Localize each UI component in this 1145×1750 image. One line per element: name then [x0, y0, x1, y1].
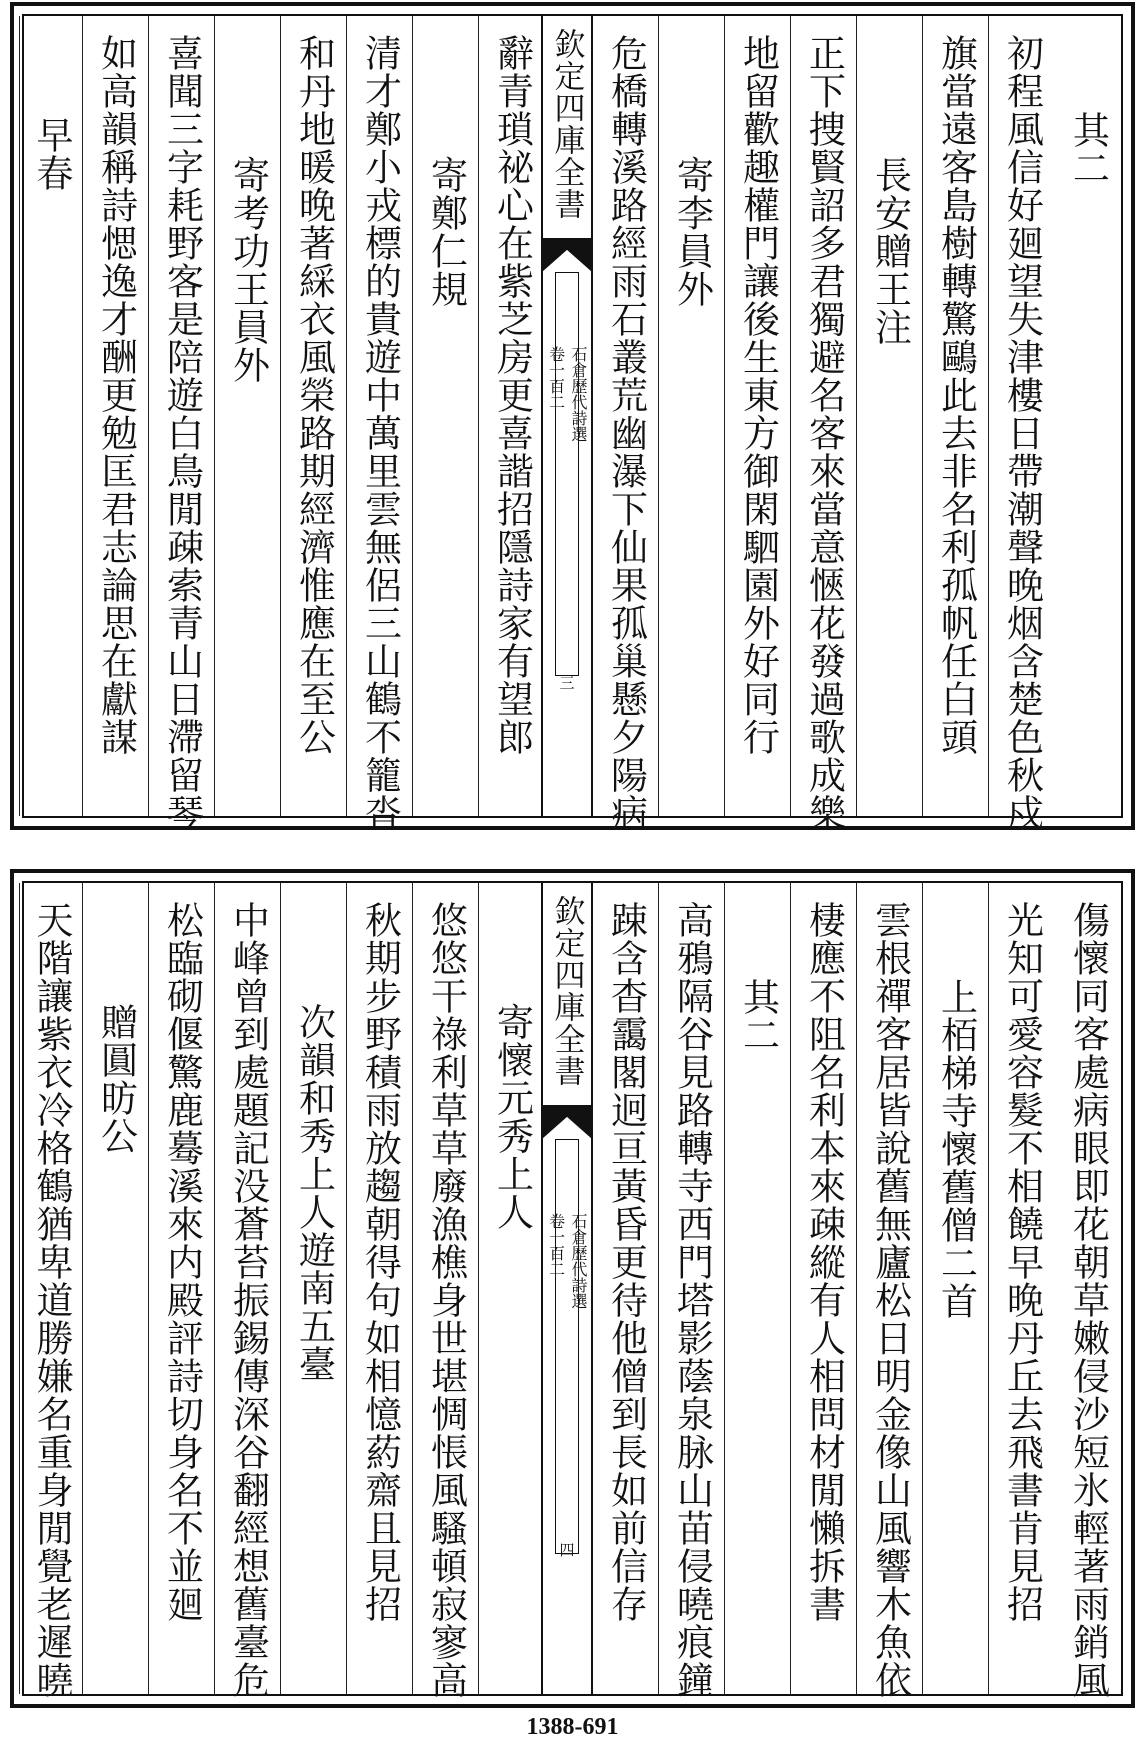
- column: [19, 16, 83, 816]
- poem-title: 次韻和秀上人遊南五臺: [292, 1003, 336, 1383]
- column: [592, 16, 659, 832]
- column: [592, 883, 659, 1694]
- poem-line: 喜聞三字耗野客是陪遊白鳥閒疎索青山日滯留琴: [160, 34, 204, 832]
- column: [214, 16, 281, 816]
- column: [19, 883, 83, 1699]
- column: [1055, 883, 1121, 1699]
- poem-line: 天階讓紫衣冷格鶴猶卑道勝嫌名重身閒覺老遲曉: [30, 901, 73, 1699]
- column: [658, 883, 725, 1699]
- column: [724, 883, 791, 1694]
- column: [280, 883, 347, 1694]
- poem-line: 棲應不阻名利本來疎縱有人相問材閒懶拆書: [802, 901, 846, 1623]
- poem-title: 其二: [1066, 111, 1110, 187]
- poem-line: 初程風信好廻望失津樓日帶潮聲晚烟含楚色秋戍: [1000, 34, 1044, 832]
- center-spine: [541, 883, 593, 1694]
- poem-line: 傷懷同客處病眼即花朝草嫩侵沙短氷輕著雨銷風: [1066, 901, 1110, 1699]
- column: [214, 883, 281, 1699]
- poem-title: 寄懷元秀上人: [490, 1003, 534, 1231]
- spine-page-number: 三: [559, 674, 575, 692]
- poem-line: 清才鄭小戎標的貴遊中萬里雲無侶三山鶴不籠沓: [358, 34, 402, 832]
- column: [82, 883, 149, 1694]
- spine-volume: 卷一百二: [546, 1213, 566, 1277]
- upper-page-frame: [22, 14, 1123, 832]
- poem-line: 辭青瑣祕心在紫芝房更喜諧招隱詩家有望郎: [490, 34, 534, 756]
- column: [856, 883, 923, 1699]
- column: [82, 16, 149, 816]
- spine-title: 欽定四庫全書: [548, 28, 585, 220]
- poem-line: 松臨砌偃驚鹿蓦溪來内殿評詩切身名不並廻: [160, 901, 204, 1623]
- poem-line: 雲根禪客居皆說舊無廬松日明金像山風響木魚依: [868, 901, 912, 1699]
- poem-title: 上栢梯寺懷舊僧二首: [934, 978, 978, 1320]
- column: [790, 16, 857, 832]
- poem-line: 和丹地暖晚著綵衣風榮路期經濟惟應在至公: [292, 34, 336, 756]
- column: [478, 16, 545, 816]
- spine-page-number: 四: [559, 1541, 575, 1559]
- column: [988, 16, 1055, 832]
- poem-line: 旗當遠客島樹轉驚鷗此去非名利孤帆任白頭: [934, 34, 978, 756]
- spine-label-box: [555, 1139, 579, 1554]
- fish-tail-ornament: [542, 1105, 592, 1139]
- poem-line: 地留歡趣權門讓後生東方御閑駟園外好同行: [736, 34, 780, 756]
- poem-title: 寄鄭仁規: [424, 156, 468, 308]
- poem-line: 秋期步野積雨放趨朝得句如相憶葯齋且見招: [358, 901, 402, 1623]
- column: [412, 16, 479, 816]
- spine-book-title: 石倉歷代詩選: [569, 346, 588, 442]
- poem-line: 危橋轉溪路經雨石叢荒幽瀑下仙果孤巢懸夕陽病: [604, 34, 648, 832]
- poem-line: 光知可愛容髮不相饒早晚丹丘去飛書肯見招: [1000, 901, 1044, 1623]
- fish-tail-ornament: [542, 238, 592, 272]
- column: [724, 16, 791, 816]
- column: [346, 883, 413, 1694]
- column: [280, 16, 347, 816]
- spine-volume: 卷一百二: [546, 346, 566, 410]
- column: [988, 883, 1055, 1694]
- column: [790, 883, 857, 1694]
- poem-line: 悠悠干祿利草草廢漁樵身世堪惆悵風騷頓寂寥高: [424, 901, 468, 1699]
- poem-title: 長安贈王注: [868, 156, 912, 346]
- poem-title: 寄李員外: [670, 156, 714, 308]
- column: [922, 16, 989, 816]
- poem-line: 中峰曾到處題記没蒼苔振錫傳深谷翻經想舊臺危: [226, 901, 270, 1699]
- column: [412, 883, 479, 1699]
- lower-page-frame: [22, 881, 1123, 1699]
- lower-page: [10, 869, 1135, 1708]
- poem-title: 贈圓昉公: [94, 1003, 138, 1155]
- poem-line: 如高韻稱詩愢逸才酬更勉匡君志論思在獻謀: [94, 34, 138, 756]
- poem-line: 正下捜賢詔多君獨避名客來當意愜花發過歌成樂: [802, 34, 846, 832]
- column: [922, 883, 989, 1694]
- poem-title: 其二: [736, 978, 780, 1054]
- poem-line: 踈含杳靄閣迥亘黃昏更待他僧到長如前信存: [604, 901, 648, 1623]
- poem-line: 高鴉隔谷見路轉寺西門塔影蔭泉脉山苗侵曉痕鐘: [670, 901, 714, 1699]
- spine-label-box: [555, 272, 579, 676]
- column: [148, 16, 215, 832]
- column: [1055, 16, 1121, 816]
- center-spine: [541, 16, 593, 816]
- column: [478, 883, 545, 1694]
- poem-title: 早春: [30, 116, 73, 192]
- page-footer-number: 1388-691: [526, 1714, 619, 1740]
- spine-title: 欽定四庫全書: [548, 895, 585, 1087]
- column: [856, 16, 923, 816]
- column: [346, 16, 413, 832]
- upper-page: [10, 2, 1135, 830]
- column: [148, 883, 215, 1694]
- column: [658, 16, 725, 816]
- poem-title: 寄考功王員外: [226, 156, 270, 384]
- spine-book-title: 石倉歷代詩選: [569, 1213, 588, 1309]
